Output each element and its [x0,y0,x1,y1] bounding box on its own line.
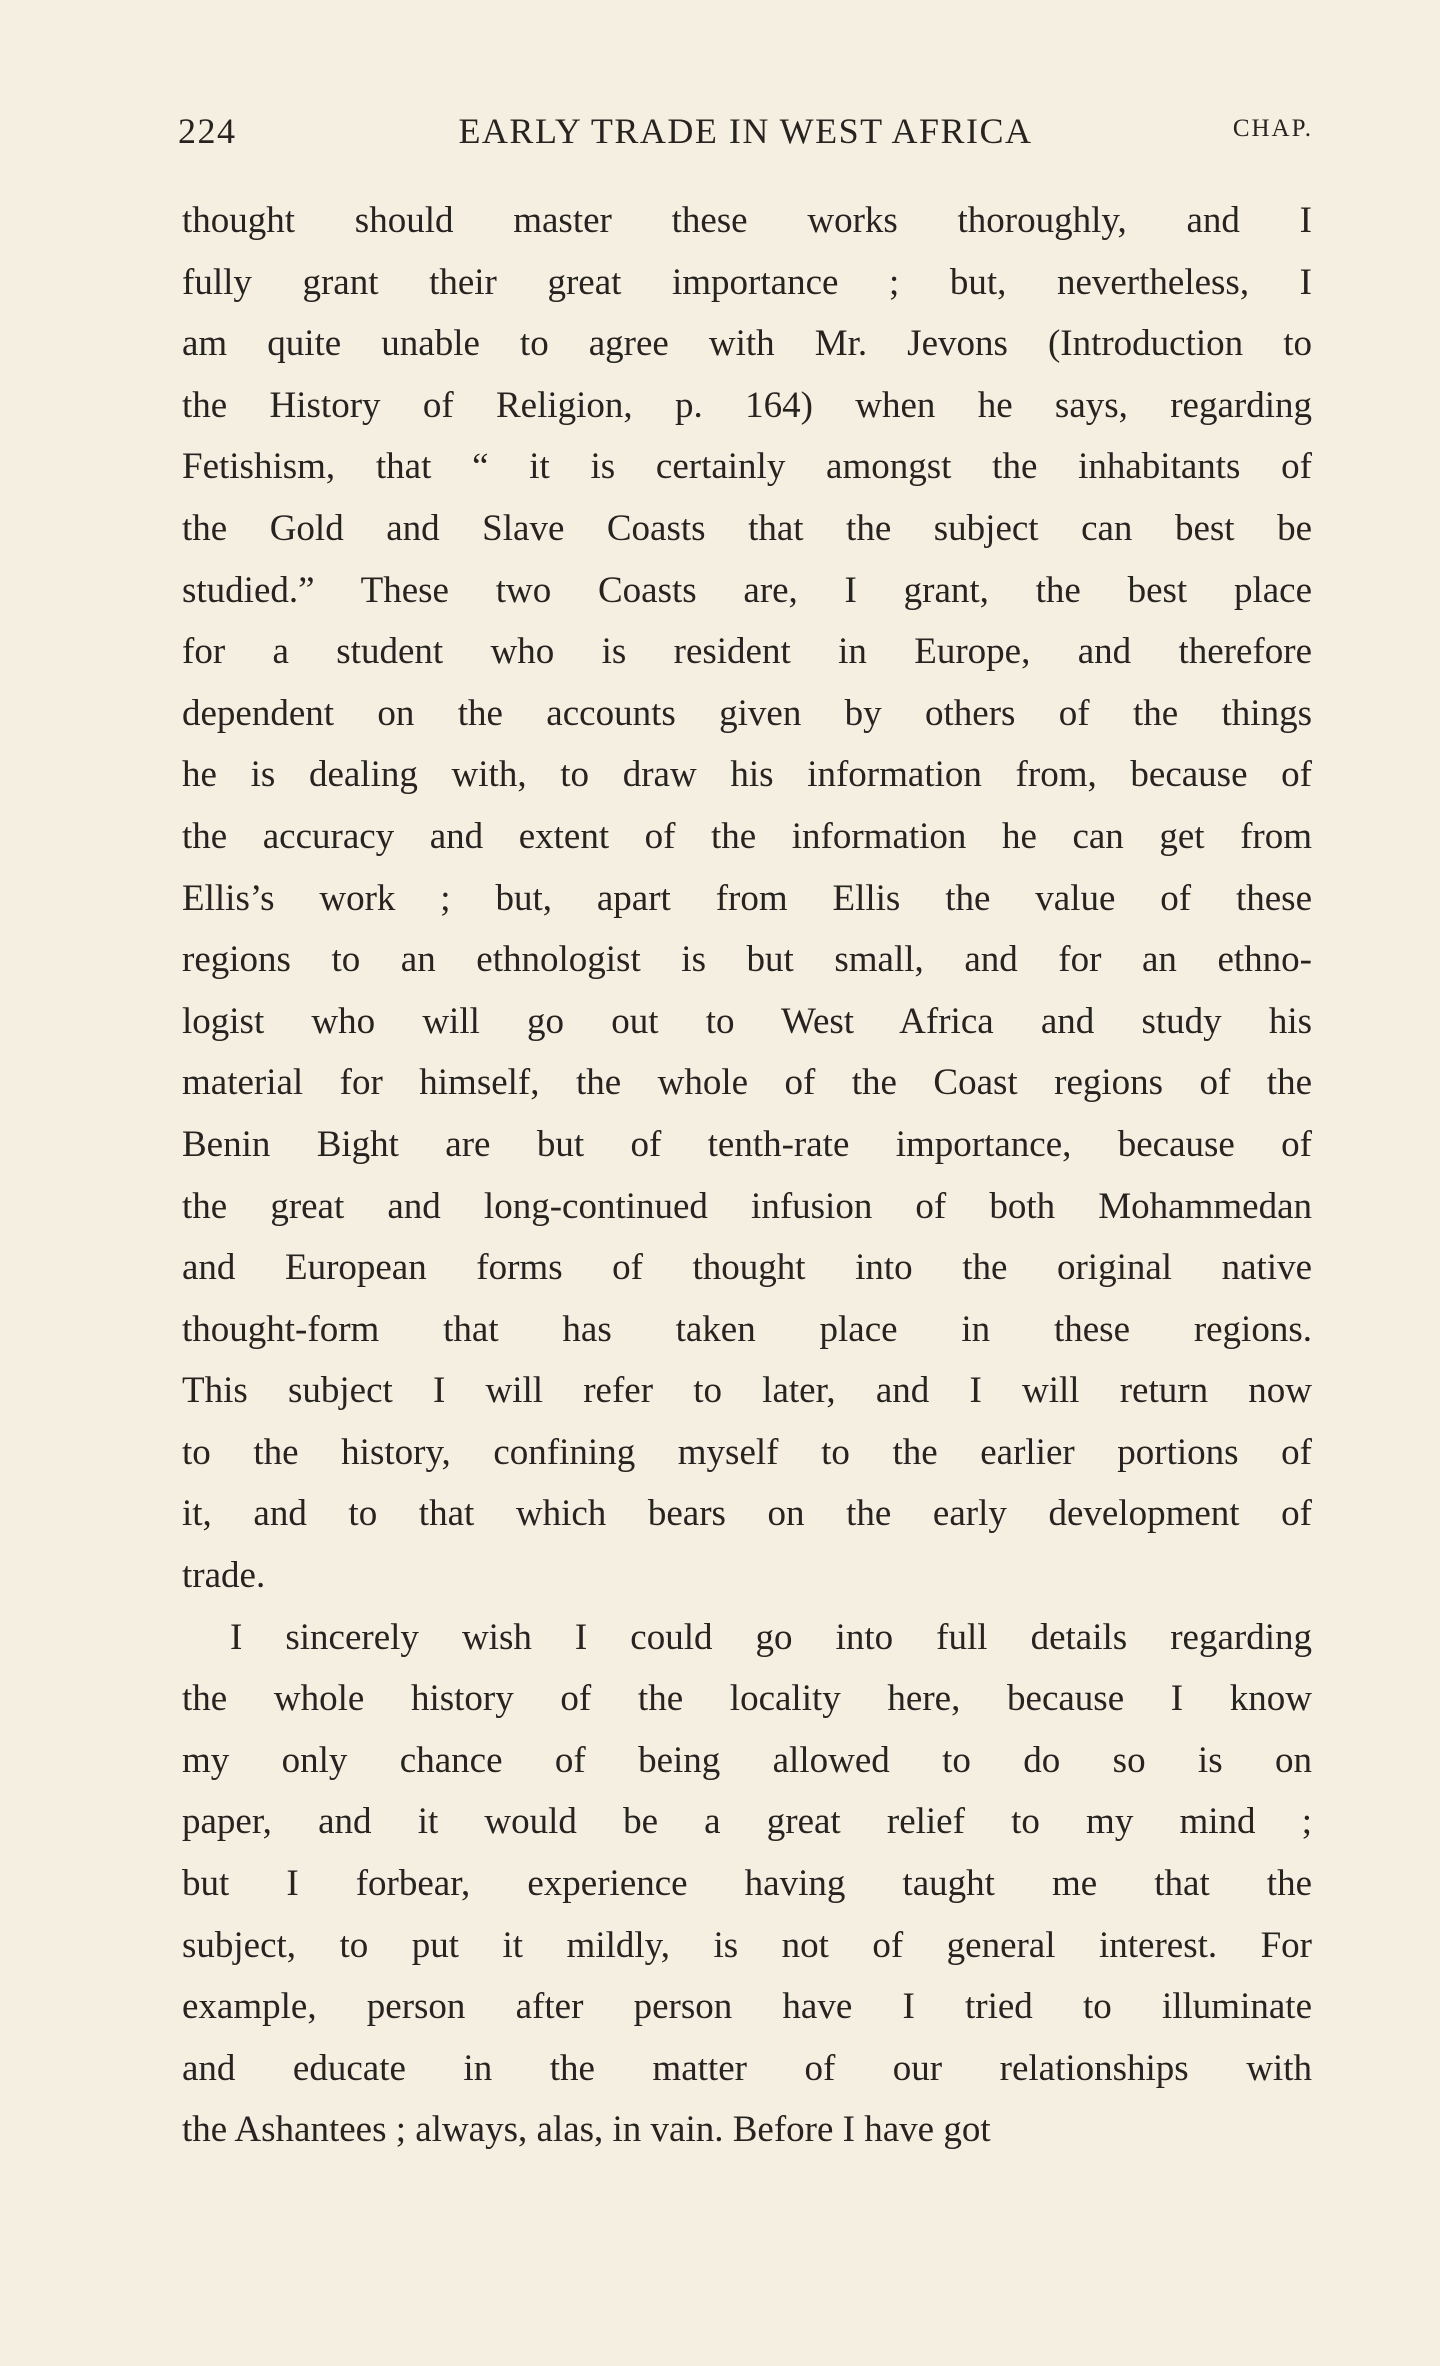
text-line: fully grant their great importance ; but, nevertheless, I [182,261,1312,303]
text-line: This subject I will refer to later, and I will return now [182,1370,1312,1412]
text-line: the History of Religion, p. 164) when he says, regarding [182,384,1312,426]
text-line: material for himself, the whole of the Coast regions of the [182,1062,1312,1104]
text-line: Ellis’s work ; but, apart from Ellis the value of these [182,877,1312,919]
text-line: the great and long-continued infusion of both Mohammedan [182,1185,1312,1227]
text-line: and European forms of thought into the original native [182,1247,1312,1289]
chapter-label: CHAP. [1232,115,1313,142]
body-text [182,190,1312,2161]
text-line: thought should master these works thoroughly, and I [182,200,1312,241]
text-line: trade. [182,1555,266,1597]
text-line: the Ashantees ; always, alas, in vain. Before I have got [182,2109,991,2151]
running-title: EARLY TRADE IN WEST AFRICA [458,111,1033,151]
text-line: I sincerely wish I could go into full details regarding [230,1616,1312,1658]
text-line: subject, to put it mildly, is not of general interest. For [182,1924,1312,1966]
text-line: but I forbear, experience having taught me that the [182,1863,1312,1905]
text-line: dependent on the accounts given by others of the things [182,692,1312,734]
text-line: it, and to that which bears on the early development of [182,1493,1312,1535]
page-number: 224 [178,111,237,151]
text-line: regions to an ethnologist is but small, and for an ethno- [182,939,1312,981]
text-line: Fetishism, that “ it is certainly amongst the inhabitants of [182,446,1312,488]
text-line: paper, and it would be a great relief to my mind ; [182,1801,1312,1843]
paragraph [182,190,1312,1607]
text-line: to the history, confining myself to the earlier portions of [182,1431,1312,1473]
text-line: am quite unable to agree with Mr. Jevons (Introduction to [182,323,1312,365]
text-line: and educate in the matter of our relationships with [182,2047,1312,2089]
running-head [178,110,1313,166]
text-line: thought-form that has taken place in these regions. [182,1308,1312,1350]
text-line: for a student who is resident in Europe, and therefore [182,631,1312,673]
text-line: the whole history of the locality here, because I know [182,1678,1312,1720]
text-line: Benin Bight are but of tenth-rate importance, because of [182,1123,1312,1165]
text-line: logist who will go out to West Africa and study his [182,1000,1312,1042]
text-line: my only chance of being allowed to do so is on [182,1739,1312,1781]
text-line: he is dealing with, to draw his information from, because of [182,754,1312,796]
text-line: the accuracy and extent of the information he can get from [182,815,1312,857]
text-line: studied.” These two Coasts are, I grant, the best place [182,569,1312,611]
text-line: the Gold and Slave Coasts that the subject can best be [182,507,1312,549]
text-line: example, person after person have I tried to illuminate [182,1986,1312,2028]
paragraph [182,1607,1312,2161]
